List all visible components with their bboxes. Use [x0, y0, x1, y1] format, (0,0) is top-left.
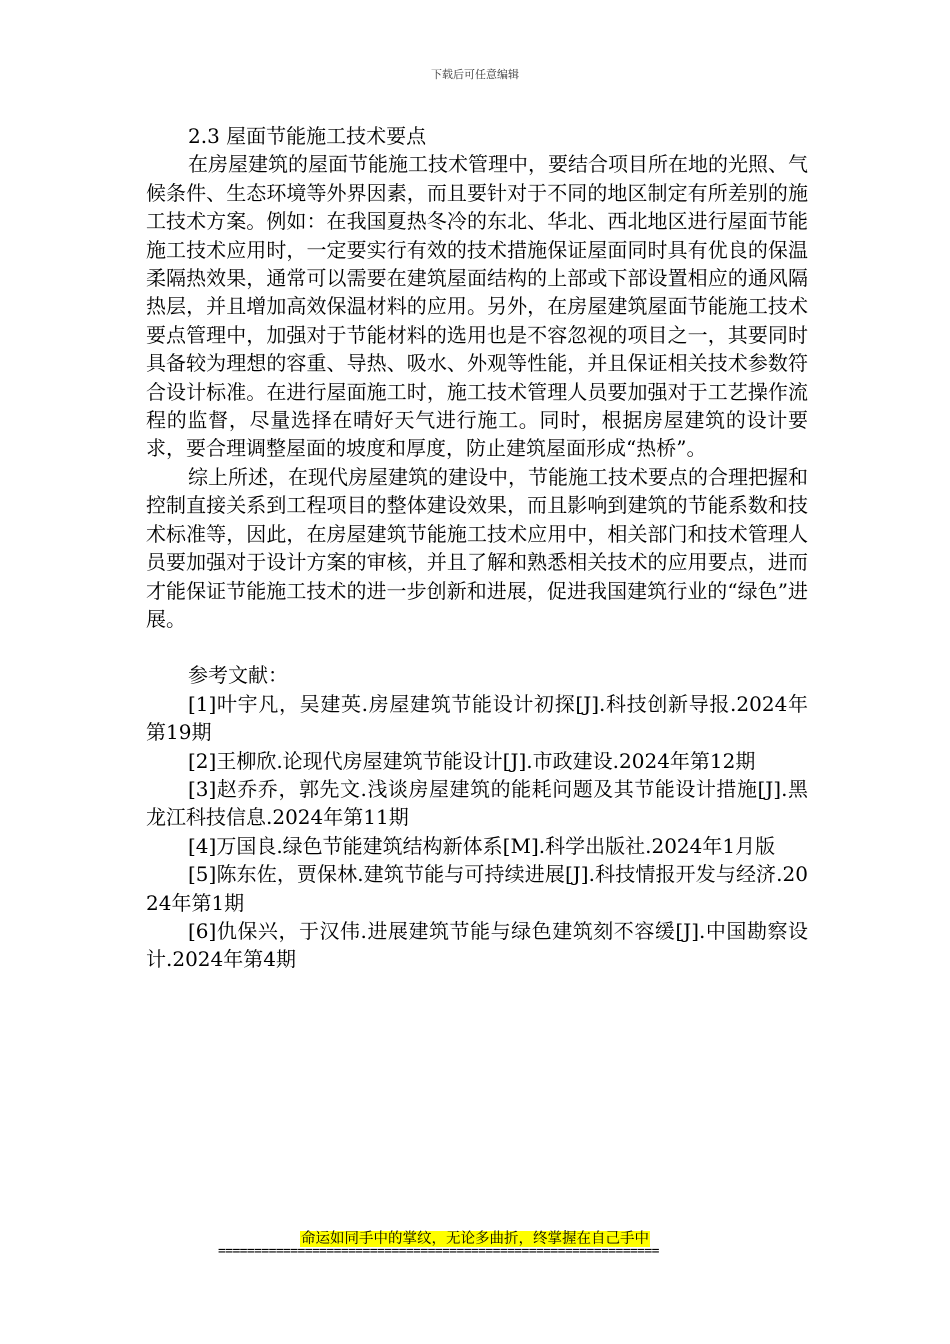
body-paragraph: 在房屋建筑的屋面节能施工技术管理中，要结合项目所在地的光照、气候条件、生态环境等外界因素，而且要针对于不同的地区制定有所差别的施工技术方案。例如：在我国夏热冬冷的东北、华北、西北地区进行屋面节能施工技术应用时，一定要实行有效的技术措施保证屋面同时具有优良的保温柔隔热效果，通常可以需要在建筑屋面结构的上部或下部设置相应的通风隔热层，并且增加高效保温材料的应用。另外，在房屋建筑屋面节能施工技术要点管理中，加强对于节能材料的选用也是不容忽视的项目之一，其要同时具备较为理想的容重、导热、吸水、外观等性能，并且保证相关技术参数符合设计标准。在进行屋面施工时，施工技术管理人员要加强对于工艺操作流程的监督，尽量选择在晴好天气进行施工。同时，根据房屋建筑的设计要求，要合理调整屋面的坡度和厚度，防止建筑屋面形成“热桥”。: [146, 152, 808, 461]
reference-item: [5]陈东佐，贾保林.建筑节能与可持续进展[J].科技情报开发与经济.2024年第1期: [146, 862, 808, 915]
body-paragraph: 综上所述，在现代房屋建筑的建设中，节能施工技术要点的合理把握和控制直接关系到工程项目的整体建设效果，而且影响到建筑的节能系数和技术标准等，因此，在房屋建筑节能施工技术应用中，相关部门和技术管理人员要加强对于设计方案的审核，并且了解和熟悉相关技术的应用要点，进而才能保证节能施工技术的进一步创新和进展，促进我国建筑行业的“绿色”进展。: [146, 464, 808, 631]
reference-item: [2]王柳欣.论现代房屋建筑节能设计[J].市政建设.2024年第12期: [188, 748, 756, 773]
references-title: 参考文献：: [188, 663, 288, 688]
spacer: [146, 633, 808, 661]
reference-item: [4]万国良.绿色节能建筑结构新体系[M].科学出版社.2024年1月版: [188, 833, 776, 858]
footer-motto-text: 命运如同手中的掌纹，无论多曲折，终掌握在自己手中: [301, 1231, 649, 1247]
reference-item: [1]叶宇凡，吴建英.房屋建筑节能设计初探[J].科技创新导报.2024年第19期: [146, 691, 808, 745]
reference-item: [3]赵乔乔，郭先文.浅谈房屋建筑的能耗问题及其节能设计措施[J].黑龙江科技信息.2024年第11期: [146, 776, 808, 830]
header-note: 下载后可任意编辑: [431, 68, 519, 81]
document-body: [146, 122, 808, 974]
footer-rule: =============================================================: [218, 1244, 659, 1259]
reference-item: [6]仇保兴，于汉伟.进展建筑节能与绿色建筑刻不容缓[J].中国勘察设计.2024年第4期: [146, 918, 808, 972]
section-heading: 2.3 屋面节能施工技术要点: [188, 124, 427, 148]
